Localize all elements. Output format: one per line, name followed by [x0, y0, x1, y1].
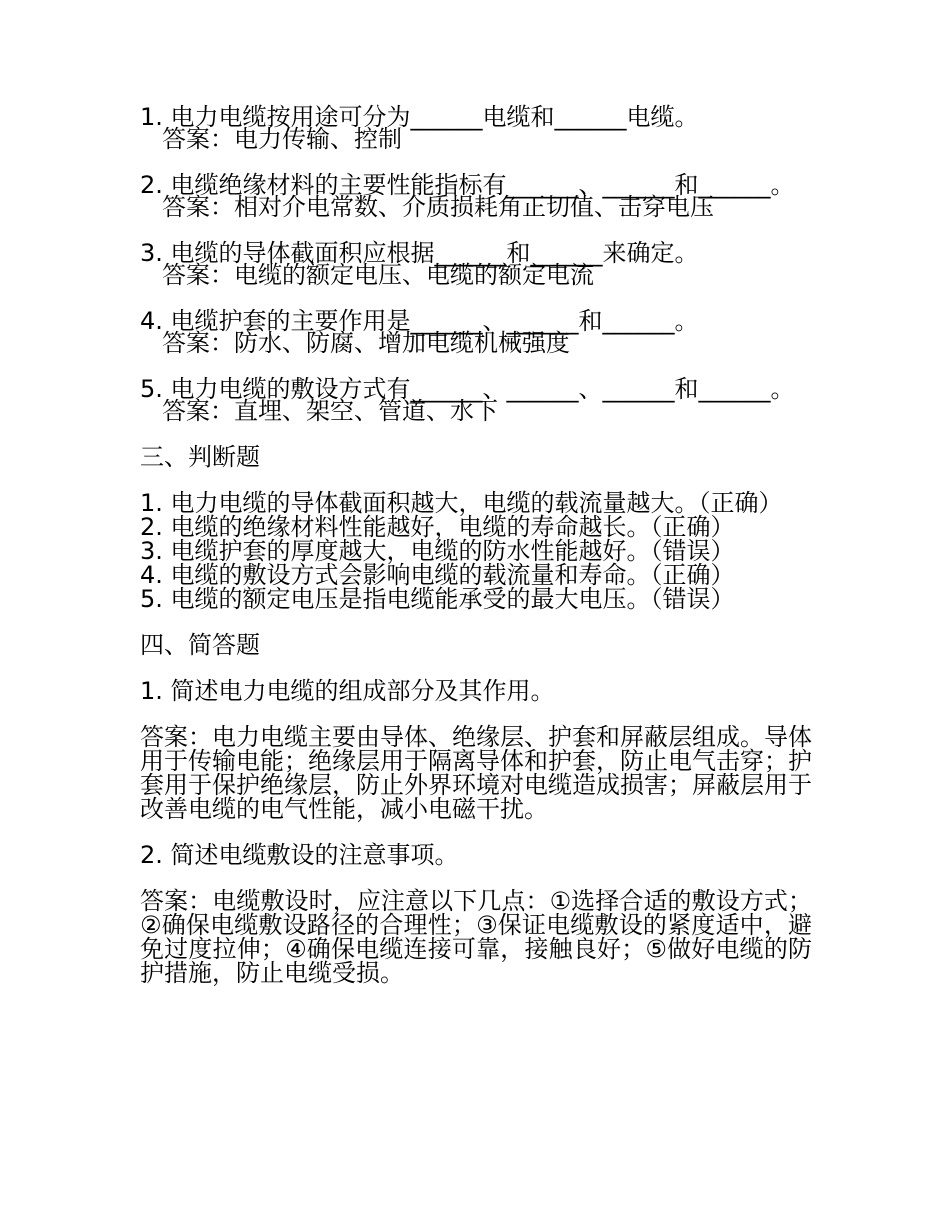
- short-answer-answer-1: 答案：电力电缆主要由导体、绝缘层、护套和屏蔽层组成。导体用于传输电能；绝缘层用于隔离导体和护套，防止电气击穿；护套用于保护绝缘层，防止外界环境对电缆造成损害；屏蔽层用于改善电缆的电气性能，减小电磁干扰。: [140, 723, 812, 823]
- answer-text: 答案：防水、防腐、增加电缆机械强度: [162, 329, 570, 357]
- question-text: 2. 电缆绝缘材料的主要性能指标有______、______和______。: [140, 171, 795, 199]
- question-text: 5. 电力电缆的敷设方式有______、______、______和______。: [140, 375, 795, 403]
- fill-in-question-3: [140, 241, 812, 287]
- question-text: 3. 电缆的导体截面积应根据______和______来确定。: [140, 239, 699, 267]
- question-text: 4. 电缆护套的主要作用是______、______和______。: [140, 307, 699, 335]
- short-answer-answer-2: 答案：电缆敷设时，应注意以下几点：①选择合适的敷设方式；②确保电缆敷设路径的合理性；③保证电缆敷设的紧度适中，避免过度拉伸；④确保电缆连接可靠，接触良好；⑤做好电缆的防护措施，防止电缆受损。: [140, 887, 812, 987]
- fill-in-question-4: [140, 309, 812, 355]
- fill-in-question-5: [140, 377, 812, 423]
- judgment-list: [140, 491, 812, 611]
- judgment-item: 4. 电缆的敷设方式会影响电缆的载流量和寿命。（正确）: [140, 561, 735, 589]
- document-page: [140, 105, 812, 1007]
- question-text: 1. 电力电缆按用途可分为______电缆和______电缆。: [140, 103, 699, 131]
- judgment-item: 2. 电缆的绝缘材料性能越好，电缆的寿命越长。（正确）: [140, 513, 735, 541]
- fill-in-question-1: [140, 105, 812, 151]
- short-answer-question-1: 1. 简述电力电缆的组成部分及其作用。: [140, 677, 555, 705]
- judgment-item: 1. 电力电缆的导体截面积越大，电缆的载流量越大。（正确）: [140, 489, 783, 517]
- answer-text: 答案：电力传输、控制: [162, 125, 402, 153]
- answer-text: 答案：相对介电常数、介质损耗角正切值、击穿电压: [162, 193, 714, 221]
- judgment-item: 3. 电缆护套的厚度越大，电缆的防水性能越好。（错误）: [140, 537, 735, 565]
- section-title-judgment: 三、判断题: [140, 443, 260, 471]
- answer-text: 答案：电缆的额定电压、电缆的额定电流: [162, 261, 594, 289]
- fill-in-question-2: [140, 173, 812, 219]
- section-title-short-answer: 四、简答题: [140, 631, 260, 659]
- answer-text: 答案：直埋、架空、管道、水下: [162, 397, 498, 425]
- short-answer-question-2: 2. 简述电缆敷设的注意事项。: [140, 841, 459, 869]
- judgment-item: 5. 电缆的额定电压是指电缆能承受的最大电压。（错误）: [140, 585, 735, 613]
